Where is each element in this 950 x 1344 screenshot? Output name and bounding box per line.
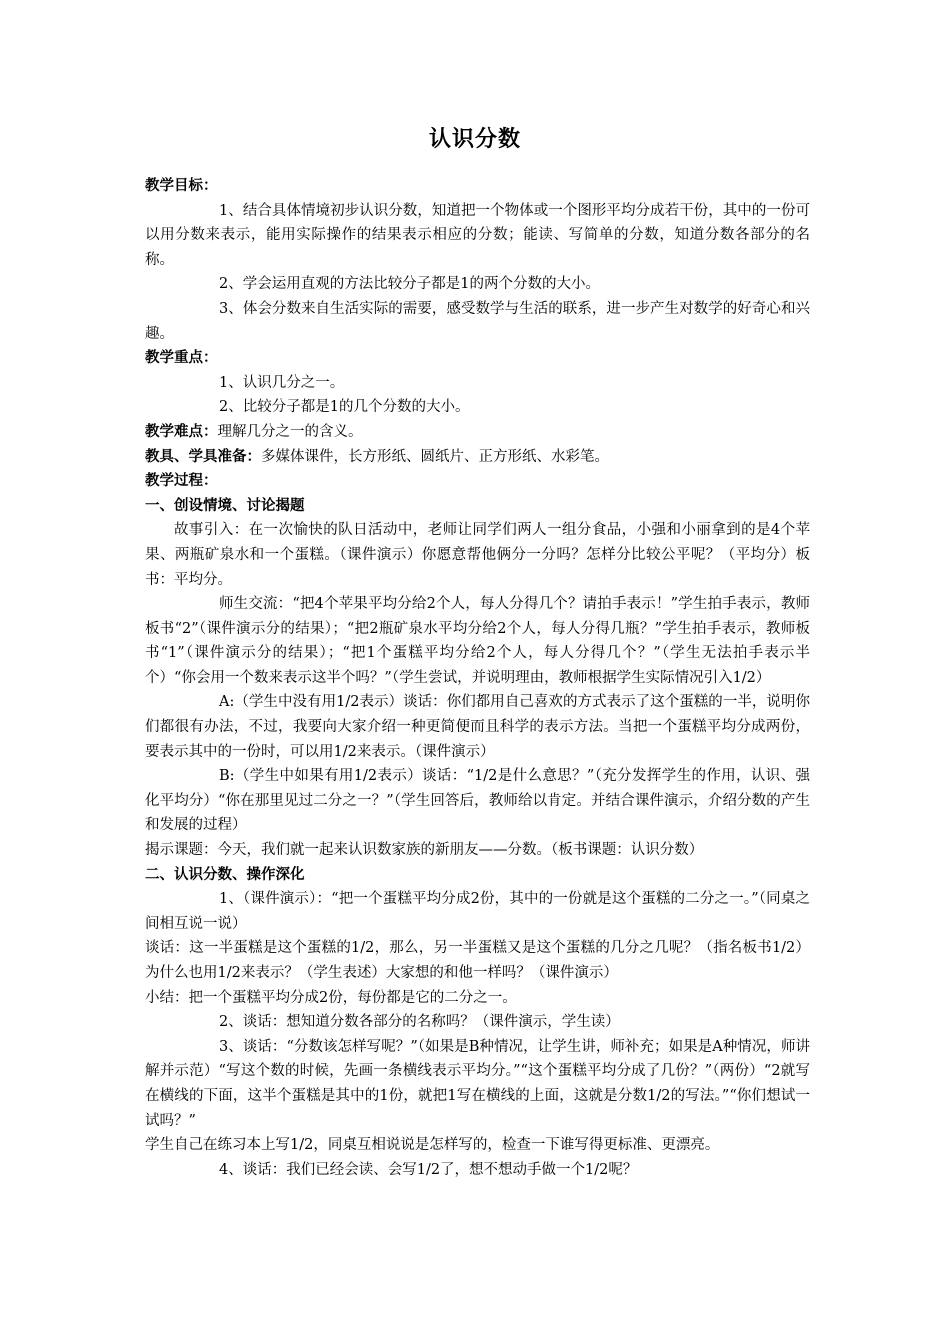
- difficulty-label: 教学难点：: [145, 423, 218, 440]
- section2-paragraph: 4、谈话：我们已经会读、会写1/2了，想不想动手做一个1/2呢？: [219, 1161, 638, 1178]
- goal-item-1: 1、结合具体情境初步认识分数，知道把一个物体或一个图形平均分成若干份，其中的一份可以用分数来表示，能用实际操作的结果表示相应的分数；能读、写简单的分数，知道分数各部分的名称。: [145, 202, 810, 268]
- section2-paragraph: 1、（课件演示）：“把一个蛋糕平均分成2份，其中的一份就是这个蛋糕的二分之一。”（同桌之间相互说一说）: [145, 891, 810, 932]
- goals-label: 教学目标：: [145, 178, 218, 194]
- difficulty-text: 理解几分之一的含义。: [217, 423, 363, 440]
- section1-paragraph: 师生交流：“把4个苹果平均分给2个人，每人分得几个？请拍手表示！”学生拍手表示，教师板书“2”（课件演示分的结果）；“把2瓶矿泉水平均分给2个人，每人分得几瓶？”学生拍手表示，教师板书“1”（课件演示分的结果）；“把1个蛋糕平均分给2个人，每人分得几个？”（学生无法拍手表示半个）“你会用一个数来表示这半个吗？”（学生尝试，并说明理由，教师根据学生实际情况引入1/2）: [145, 596, 810, 686]
- section2-paragraph: 2、谈话：想知道分数各部分的名称吗？（课件演示，学生读）: [219, 1014, 620, 1031]
- section2-paragraph: 谈话：这一半蛋糕是这个蛋糕的1/2，那么，另一半蛋糕又是这个蛋糕的几分之几呢？（指名板书1/2）为什么也用1/2来表示？（学生表述）大家想的和他一样吗？（课件演示）: [145, 940, 810, 981]
- section1-heading: 一、创设情境、讨论揭题: [145, 497, 305, 514]
- key-point-item-1: 1、认识几分之一。: [219, 374, 345, 391]
- section2-paragraph: 学生自己在练习本上写1/2，同桌互相说说是怎样写的，检查一下谁写得更标准、更漂亮。: [145, 1137, 720, 1154]
- section2-paragraph: 3、谈话：“分数该怎样写呢？”（如果是B种情况，让学生讲，师补充；如果是A种情况，师讲解并示范）“写这个数的时候，先画一条横线表示平均分。”“这个蛋糕平均分成了几份？”（两份）“2就写在横线的下面，这半个蛋糕是其中的1份，就把1写在横线的上面，这就是分数1/2的写法。”“你们想试一试吗？”: [145, 1038, 810, 1129]
- key-points-heading: [145, 346, 810, 371]
- goal-item-2: 2、学会运用直观的方法比较分子都是1的两个分数的大小。: [219, 276, 600, 293]
- process-heading: [145, 469, 810, 494]
- process-label: 教学过程：: [145, 473, 218, 490]
- section2-paragraph: 小结：把一个蛋糕平均分成2份，每份都是它的二分之一。: [145, 989, 517, 1006]
- goal-item-3: 3、体会分数来自生活实际的需要，感受数学与生活的联系，进一步产生对数学的好奇心和兴趣。: [145, 300, 810, 342]
- section1-paragraph: 故事引入：在一次愉快的队日活动中，老师让同学们两人一组分食品，小强和小丽拿到的是4个苹果、两瓶矿泉水和一个蛋糕。（课件演示）你愿意帮他俩分一分吗？怎样分比较公平呢？（平均分）板书：平均分。: [145, 522, 810, 588]
- difficulty-line: [145, 420, 810, 445]
- document-body: [145, 174, 810, 1182]
- section1-paragraph: 揭示课题：今天，我们就一起来认识数家族的新朋友——分数。（板书课题：认识分数）: [145, 842, 704, 859]
- materials-text: 多媒体课件，长方形纸、圆纸片、正方形纸、水彩笔。: [261, 448, 609, 465]
- goals-heading: [145, 174, 810, 199]
- section2-heading: 二、认识分数、操作深化: [145, 866, 305, 883]
- key-point-item-2: 2、比较分子都是1的几个分数的大小。: [219, 399, 470, 416]
- materials-label: 教具、学具准备：: [145, 448, 261, 465]
- key-points-label: 教学重点：: [145, 350, 218, 367]
- materials-line: [145, 445, 810, 470]
- section1-paragraph: B:（学生中如果有用1/2表示）谈话：“1/2是什么意思？”（充分发挥学生的作用，认识、强化平均分）“你在那里见过二分之一？”（学生回答后，教师给以肯定。并结合课件演示，介绍分数的产生和发展的过程）: [145, 768, 810, 834]
- document-title: 认识分数: [428, 127, 521, 152]
- section1-paragraph: A:（学生中没有用1/2表示）谈话：你们都用自己喜欢的方式表示了这个蛋糕的一半，说明你们都很有办法，不过，我要向大家介绍一种更简便而且科学的表示方法。当把一个蛋糕平均分成两份，要表示其中的一份时，可以用1/2来表示。（课件演示）: [145, 694, 810, 760]
